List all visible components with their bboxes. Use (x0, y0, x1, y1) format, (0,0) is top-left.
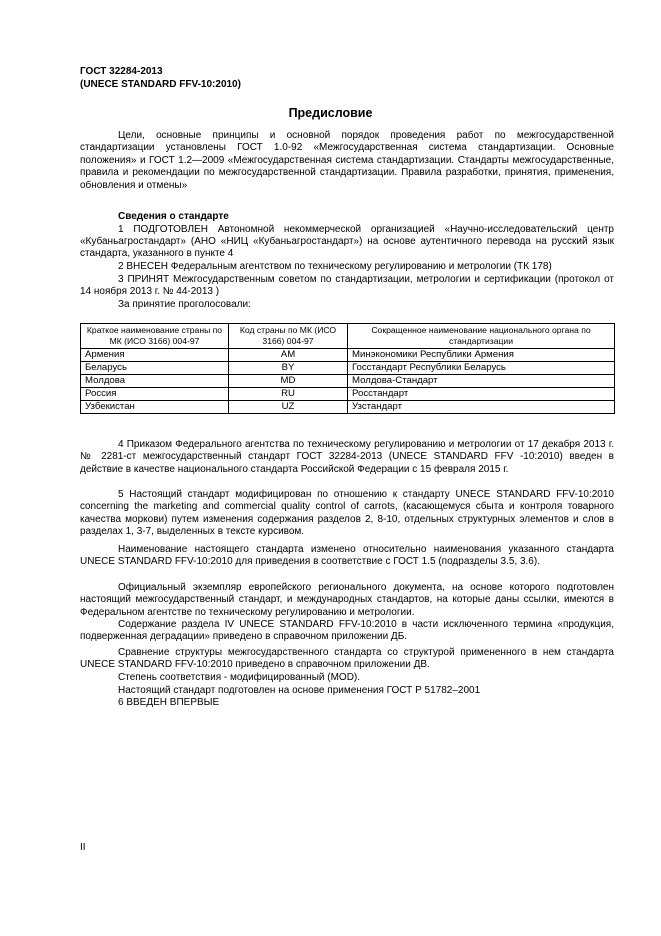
document-header (80, 65, 241, 91)
page-number: II (80, 842, 86, 853)
country-cell: Узбекистан (81, 401, 229, 414)
code-cell: AM (229, 349, 348, 362)
header-code: Код страны по МК (ИСО 3166) 004-97 (229, 324, 348, 349)
info-heading: Сведения о стандарте (118, 211, 229, 222)
item-5-modified: 5 Настоящий стандарт модифицирован по отношению к стандарту UNECE STANDARD FFV-10:2010 concerning the marketing and commercial quality control of carrots, (касающемуся сбыта и контроля товарного качества моркови) путем изменения содержания разделов 2, 8-10, отдельных структурных элементов и слов в разделах 1, 3-7, выделенных в тексте курсивом. (80, 489, 614, 538)
country-cell: Молдова (81, 375, 229, 388)
standard-equivalent: (UNECE STANDARD FFV-10:2010) (80, 79, 241, 90)
header-body: Сокращенное наименование национального органа по стандартизации (348, 324, 615, 349)
item-3-adopted: 3 ПРИНЯТ Межгосударственным советом по стандартизации, метрологии и сертификации (протокол от 14 ноября 2013 г. № 44-2013 ) (80, 273, 614, 297)
table-row (81, 362, 615, 375)
intro-paragraph: Цели, основные принципы и основной порядок проведения работ по межгосударственной стандартизации установлены ГОСТ 1.0-92 «Межгосударственная система стандартизации. Основные положения» и ГОСТ 1.2—2009 «Межгосударственная система стандартизации. Стандарты межгосударственные, правила и рекомендации по межгосударственной стандартизации. Правила разработки, принятия, применения, обновления и отмены» (80, 130, 614, 191)
body-cell: Узстандарт (348, 401, 615, 414)
body-cell: Молдова-Стандарт (348, 375, 615, 388)
structure-comparison-paragraph: Сравнение структуры межгосударственного стандарта со структурой примененного в нем стандарта UNECE STANDARD FFV-10:2010 приведено в справочном приложении ДВ. (80, 647, 614, 671)
item-1-prepared: 1 ПОДГОТОВЛЕН Автономной некоммерческой организацией «Научно-исследовательский центр «Кубаньагростандарт» (АНО «НИЦ «Кубаньагростандарт») на основе аутентичного перевода на русский язык стандарта, указанного в пункте 4 (80, 223, 614, 260)
header-country: Краткое наименование страны по МК (ИСО 3166) 004-97 (81, 324, 229, 349)
table-row (81, 375, 615, 388)
voted-label: За принятие проголосовали: (118, 298, 251, 310)
table-header-row (81, 324, 615, 349)
degree-paragraph: Степень соответствия - модифицированный (MOD). (118, 672, 361, 683)
basis-paragraph: Настоящий стандарт подготовлен на основе применения ГОСТ Р 51782–2001 (118, 685, 481, 696)
item-6-first-introduced: 6 ВВЕДЕН ВПЕРВЫЕ (118, 697, 220, 708)
code-cell: RU (229, 388, 348, 401)
body-cell: Росстандарт (348, 388, 615, 401)
item-4-order: 4 Приказом Федерального агентства по техническому регулированию и метрологии от 17 декабря 2013 г. № 2281-ст межгосударственный стандарт ГОСТ 32284-2013 (UNECE STANDARD FFV -10:2010) введен в действие в качестве национального стандарта Российской Федерации с 15 февраля 2015 г. (80, 439, 614, 475)
body-cell: Госстандарт Республики Беларусь (348, 362, 615, 375)
standard-number: ГОСТ 32284-2013 (80, 66, 163, 77)
code-cell: MD (229, 375, 348, 388)
name-change-paragraph: Наименование настоящего стандарта изменено относительно наименования указанного стандарта UNECE STANDARD FFV-10:2010 для приведения в соответствие с ГОСТ 1.5 (подразделы 3.5, 3.6). (80, 544, 614, 568)
official-copy-paragraph: Официальный экземпляр европейского регионального документа, на основе которого подготовлен настоящий межгосударственный стандарт, и международных стандартов, на которые даны ссылки, имеются в Федеральном агентстве по техническому регулированию и метрологии. (80, 582, 614, 618)
table-row (81, 388, 615, 401)
country-cell: Россия (81, 388, 229, 401)
country-cell: Армения (81, 349, 229, 362)
voting-table (80, 323, 615, 414)
table-row (81, 401, 615, 414)
country-cell: Беларусь (81, 362, 229, 375)
section-iv-paragraph: Содержание раздела IV UNECE STANDARD FFV-10:2010 в части исключенного термина «продукция, подверженная деградации» приведено в справочном приложении ДБ. (80, 619, 614, 643)
item-2-introduced: 2 ВНЕСЕН Федеральным агентством по техническому регулированию и метрологии (ТК 178) (118, 261, 552, 272)
page-title: Предисловие (288, 106, 373, 120)
body-cell: Минэкономики Республики Армения (348, 349, 615, 362)
code-cell: BY (229, 362, 348, 375)
code-cell: UZ (229, 401, 348, 414)
table-row (81, 349, 615, 362)
